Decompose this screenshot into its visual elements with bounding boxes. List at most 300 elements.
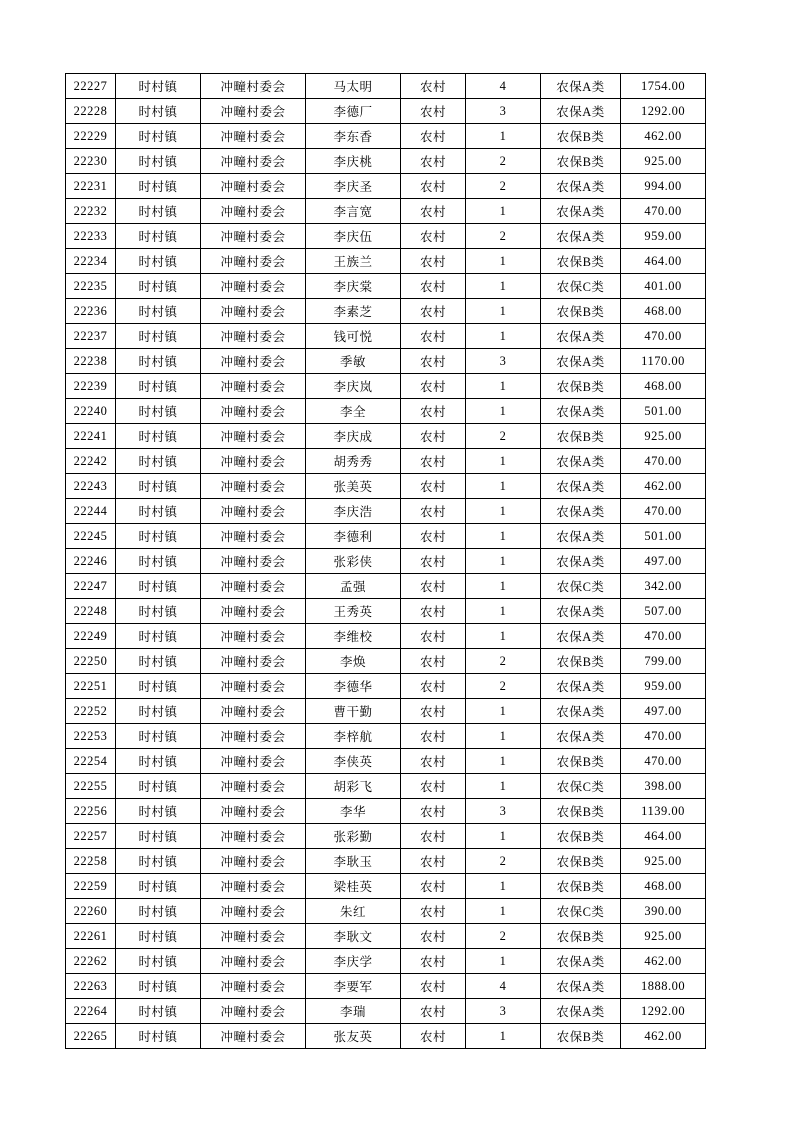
cell-category: 农保A类 <box>541 674 621 699</box>
cell-count: 1 <box>466 774 541 799</box>
cell-type: 农村 <box>401 599 466 624</box>
cell-category: 农保B类 <box>541 249 621 274</box>
cell-amount: 925.00 <box>621 149 706 174</box>
cell-village: 冲疃村委会 <box>201 649 306 674</box>
cell-amount: 470.00 <box>621 624 706 649</box>
cell-index: 22230 <box>66 149 116 174</box>
cell-index: 22228 <box>66 99 116 124</box>
cell-village: 冲疃村委会 <box>201 749 306 774</box>
cell-town: 时村镇 <box>116 249 201 274</box>
cell-town: 时村镇 <box>116 974 201 999</box>
cell-village: 冲疃村委会 <box>201 474 306 499</box>
cell-type: 农村 <box>401 699 466 724</box>
cell-count: 2 <box>466 849 541 874</box>
cell-type: 农村 <box>401 1024 466 1049</box>
cell-village: 冲疃村委会 <box>201 149 306 174</box>
cell-amount: 994.00 <box>621 174 706 199</box>
cell-type: 农村 <box>401 949 466 974</box>
table-row <box>66 899 706 924</box>
cell-amount: 1292.00 <box>621 99 706 124</box>
cell-index: 22231 <box>66 174 116 199</box>
table-row <box>66 274 706 299</box>
cell-amount: 1292.00 <box>621 999 706 1024</box>
cell-count: 1 <box>466 324 541 349</box>
cell-village: 冲疃村委会 <box>201 199 306 224</box>
table-row <box>66 549 706 574</box>
cell-amount: 799.00 <box>621 649 706 674</box>
cell-category: 农保A类 <box>541 624 621 649</box>
cell-count: 2 <box>466 649 541 674</box>
cell-type: 农村 <box>401 899 466 924</box>
cell-village: 冲疃村委会 <box>201 174 306 199</box>
cell-village: 冲疃村委会 <box>201 924 306 949</box>
cell-index: 22232 <box>66 199 116 224</box>
cell-count: 1 <box>466 549 541 574</box>
cell-town: 时村镇 <box>116 274 201 299</box>
cell-village: 冲疃村委会 <box>201 574 306 599</box>
cell-count: 2 <box>466 924 541 949</box>
table-row <box>66 799 706 824</box>
cell-count: 2 <box>466 674 541 699</box>
cell-amount: 462.00 <box>621 124 706 149</box>
cell-type: 农村 <box>401 874 466 899</box>
cell-village: 冲疃村委会 <box>201 724 306 749</box>
cell-type: 农村 <box>401 624 466 649</box>
cell-village: 冲疃村委会 <box>201 449 306 474</box>
cell-village: 冲疃村委会 <box>201 874 306 899</box>
table-row <box>66 724 706 749</box>
cell-town: 时村镇 <box>116 724 201 749</box>
cell-name: 李庆浩 <box>306 499 401 524</box>
cell-category: 农保C类 <box>541 274 621 299</box>
cell-count: 1 <box>466 274 541 299</box>
cell-type: 农村 <box>401 149 466 174</box>
cell-village: 冲疃村委会 <box>201 549 306 574</box>
cell-index: 22253 <box>66 724 116 749</box>
cell-index: 22261 <box>66 924 116 949</box>
cell-town: 时村镇 <box>116 424 201 449</box>
cell-category: 农保B类 <box>541 149 621 174</box>
cell-village: 冲疃村委会 <box>201 974 306 999</box>
cell-village: 冲疃村委会 <box>201 949 306 974</box>
cell-type: 农村 <box>401 749 466 774</box>
cell-index: 22229 <box>66 124 116 149</box>
cell-name: 李全 <box>306 399 401 424</box>
cell-category: 农保B类 <box>541 799 621 824</box>
cell-type: 农村 <box>401 374 466 399</box>
cell-type: 农村 <box>401 74 466 99</box>
cell-count: 1 <box>466 899 541 924</box>
cell-index: 22227 <box>66 74 116 99</box>
cell-name: 马太明 <box>306 74 401 99</box>
cell-type: 农村 <box>401 99 466 124</box>
cell-amount: 501.00 <box>621 524 706 549</box>
cell-amount: 497.00 <box>621 699 706 724</box>
cell-town: 时村镇 <box>116 349 201 374</box>
cell-village: 冲疃村委会 <box>201 624 306 649</box>
cell-amount: 468.00 <box>621 299 706 324</box>
cell-amount: 468.00 <box>621 374 706 399</box>
cell-type: 农村 <box>401 274 466 299</box>
table-row <box>66 574 706 599</box>
cell-count: 1 <box>466 299 541 324</box>
cell-town: 时村镇 <box>116 299 201 324</box>
cell-index: 22254 <box>66 749 116 774</box>
table-row <box>66 399 706 424</box>
cell-village: 冲疃村委会 <box>201 424 306 449</box>
cell-name: 张彩勤 <box>306 824 401 849</box>
cell-amount: 925.00 <box>621 424 706 449</box>
cell-index: 22241 <box>66 424 116 449</box>
cell-index: 22238 <box>66 349 116 374</box>
cell-name: 李瑞 <box>306 999 401 1024</box>
cell-amount: 401.00 <box>621 274 706 299</box>
cell-town: 时村镇 <box>116 874 201 899</box>
table-row <box>66 349 706 374</box>
cell-type: 农村 <box>401 449 466 474</box>
cell-amount: 464.00 <box>621 824 706 849</box>
cell-village: 冲疃村委会 <box>201 374 306 399</box>
cell-name: 李素芝 <box>306 299 401 324</box>
cell-type: 农村 <box>401 574 466 599</box>
cell-count: 1 <box>466 749 541 774</box>
cell-count: 3 <box>466 349 541 374</box>
cell-amount: 462.00 <box>621 474 706 499</box>
cell-index: 22257 <box>66 824 116 849</box>
cell-category: 农保A类 <box>541 499 621 524</box>
cell-count: 2 <box>466 174 541 199</box>
cell-town: 时村镇 <box>116 399 201 424</box>
cell-category: 农保C类 <box>541 574 621 599</box>
cell-name: 李庆伍 <box>306 224 401 249</box>
table-row <box>66 974 706 999</box>
table-row <box>66 649 706 674</box>
cell-name: 张友英 <box>306 1024 401 1049</box>
table-row <box>66 99 706 124</box>
cell-index: 22252 <box>66 699 116 724</box>
cell-town: 时村镇 <box>116 224 201 249</box>
cell-index: 22249 <box>66 624 116 649</box>
cell-name: 钱可悦 <box>306 324 401 349</box>
cell-type: 农村 <box>401 299 466 324</box>
cell-name: 胡秀秀 <box>306 449 401 474</box>
cell-type: 农村 <box>401 999 466 1024</box>
table-row <box>66 199 706 224</box>
table-row <box>66 674 706 699</box>
table-row <box>66 624 706 649</box>
cell-index: 22236 <box>66 299 116 324</box>
cell-amount: 925.00 <box>621 924 706 949</box>
cell-type: 农村 <box>401 249 466 274</box>
cell-village: 冲疃村委会 <box>201 124 306 149</box>
cell-town: 时村镇 <box>116 374 201 399</box>
cell-village: 冲疃村委会 <box>201 774 306 799</box>
cell-amount: 464.00 <box>621 249 706 274</box>
cell-amount: 959.00 <box>621 224 706 249</box>
cell-amount: 468.00 <box>621 874 706 899</box>
cell-category: 农保B类 <box>541 874 621 899</box>
cell-index: 22255 <box>66 774 116 799</box>
cell-town: 时村镇 <box>116 924 201 949</box>
cell-count: 1 <box>466 699 541 724</box>
cell-category: 农保A类 <box>541 599 621 624</box>
table-row <box>66 174 706 199</box>
cell-type: 农村 <box>401 324 466 349</box>
cell-name: 李耿文 <box>306 924 401 949</box>
cell-amount: 501.00 <box>621 399 706 424</box>
cell-category: 农保B类 <box>541 424 621 449</box>
cell-index: 22234 <box>66 249 116 274</box>
cell-town: 时村镇 <box>116 749 201 774</box>
cell-index: 22248 <box>66 599 116 624</box>
table-sheet <box>65 73 706 1049</box>
cell-type: 农村 <box>401 674 466 699</box>
cell-amount: 507.00 <box>621 599 706 624</box>
cell-index: 22244 <box>66 499 116 524</box>
cell-name: 李德利 <box>306 524 401 549</box>
table-row <box>66 749 706 774</box>
table-row <box>66 474 706 499</box>
cell-town: 时村镇 <box>116 599 201 624</box>
cell-count: 3 <box>466 99 541 124</box>
cell-name: 李东香 <box>306 124 401 149</box>
cell-village: 冲疃村委会 <box>201 249 306 274</box>
cell-name: 李耿玉 <box>306 849 401 874</box>
cell-count: 1 <box>466 824 541 849</box>
cell-town: 时村镇 <box>116 949 201 974</box>
cell-town: 时村镇 <box>116 899 201 924</box>
cell-village: 冲疃村委会 <box>201 674 306 699</box>
cell-index: 22242 <box>66 449 116 474</box>
cell-amount: 470.00 <box>621 499 706 524</box>
table-row <box>66 699 706 724</box>
cell-count: 1 <box>466 524 541 549</box>
table-row <box>66 524 706 549</box>
table-row <box>66 949 706 974</box>
cell-category: 农保A类 <box>541 99 621 124</box>
cell-amount: 1888.00 <box>621 974 706 999</box>
table-row <box>66 874 706 899</box>
cell-index: 22235 <box>66 274 116 299</box>
cell-index: 22239 <box>66 374 116 399</box>
cell-index: 22263 <box>66 974 116 999</box>
cell-category: 农保A类 <box>541 224 621 249</box>
cell-category: 农保B类 <box>541 749 621 774</box>
cell-count: 1 <box>466 449 541 474</box>
cell-type: 农村 <box>401 349 466 374</box>
cell-type: 农村 <box>401 224 466 249</box>
cell-count: 1 <box>466 399 541 424</box>
table-row <box>66 149 706 174</box>
cell-index: 22250 <box>66 649 116 674</box>
cell-name: 季敏 <box>306 349 401 374</box>
cell-index: 22247 <box>66 574 116 599</box>
cell-amount: 1754.00 <box>621 74 706 99</box>
cell-count: 1 <box>466 499 541 524</box>
cell-count: 2 <box>466 224 541 249</box>
cell-type: 农村 <box>401 549 466 574</box>
cell-category: 农保A类 <box>541 399 621 424</box>
table-row <box>66 424 706 449</box>
cell-name: 王秀英 <box>306 599 401 624</box>
cell-category: 农保A类 <box>541 949 621 974</box>
cell-name: 李庆桃 <box>306 149 401 174</box>
cell-amount: 470.00 <box>621 199 706 224</box>
cell-category: 农保A类 <box>541 449 621 474</box>
cell-index: 22262 <box>66 949 116 974</box>
cell-category: 农保A类 <box>541 524 621 549</box>
cell-town: 时村镇 <box>116 124 201 149</box>
cell-category: 农保A类 <box>541 74 621 99</box>
cell-amount: 342.00 <box>621 574 706 599</box>
table-row <box>66 849 706 874</box>
cell-index: 22243 <box>66 474 116 499</box>
cell-count: 1 <box>466 124 541 149</box>
cell-type: 农村 <box>401 424 466 449</box>
cell-type: 农村 <box>401 474 466 499</box>
cell-type: 农村 <box>401 924 466 949</box>
cell-town: 时村镇 <box>116 624 201 649</box>
cell-type: 农村 <box>401 774 466 799</box>
cell-name: 李侠英 <box>306 749 401 774</box>
cell-amount: 497.00 <box>621 549 706 574</box>
cell-index: 22265 <box>66 1024 116 1049</box>
cell-category: 农保A类 <box>541 324 621 349</box>
cell-index: 22233 <box>66 224 116 249</box>
cell-type: 农村 <box>401 399 466 424</box>
cell-town: 时村镇 <box>116 474 201 499</box>
cell-type: 农村 <box>401 174 466 199</box>
table-row <box>66 999 706 1024</box>
cell-category: 农保C类 <box>541 774 621 799</box>
cell-village: 冲疃村委会 <box>201 349 306 374</box>
cell-category: 农保A类 <box>541 199 621 224</box>
table-row <box>66 74 706 99</box>
table-row <box>66 499 706 524</box>
cell-town: 时村镇 <box>116 674 201 699</box>
cell-category: 农保A类 <box>541 974 621 999</box>
cell-name: 李华 <box>306 799 401 824</box>
cell-name: 王族兰 <box>306 249 401 274</box>
cell-amount: 1170.00 <box>621 349 706 374</box>
cell-village: 冲疃村委会 <box>201 74 306 99</box>
cell-type: 农村 <box>401 974 466 999</box>
cell-town: 时村镇 <box>116 199 201 224</box>
cell-town: 时村镇 <box>116 549 201 574</box>
cell-town: 时村镇 <box>116 499 201 524</box>
cell-town: 时村镇 <box>116 1024 201 1049</box>
cell-count: 4 <box>466 974 541 999</box>
cell-name: 张彩侠 <box>306 549 401 574</box>
table-row <box>66 449 706 474</box>
cell-amount: 959.00 <box>621 674 706 699</box>
cell-town: 时村镇 <box>116 524 201 549</box>
cell-name: 曹干勤 <box>306 699 401 724</box>
cell-village: 冲疃村委会 <box>201 999 306 1024</box>
cell-village: 冲疃村委会 <box>201 99 306 124</box>
cell-town: 时村镇 <box>116 999 201 1024</box>
cell-category: 农保B类 <box>541 649 621 674</box>
cell-type: 农村 <box>401 799 466 824</box>
cell-index: 22246 <box>66 549 116 574</box>
cell-amount: 470.00 <box>621 324 706 349</box>
cell-category: 农保B类 <box>541 924 621 949</box>
table-row <box>66 249 706 274</box>
cell-amount: 398.00 <box>621 774 706 799</box>
cell-town: 时村镇 <box>116 699 201 724</box>
cell-village: 冲疃村委会 <box>201 824 306 849</box>
cell-town: 时村镇 <box>116 799 201 824</box>
cell-village: 冲疃村委会 <box>201 499 306 524</box>
cell-village: 冲疃村委会 <box>201 274 306 299</box>
cell-village: 冲疃村委会 <box>201 399 306 424</box>
cell-index: 22251 <box>66 674 116 699</box>
cell-name: 李德华 <box>306 674 401 699</box>
cell-name: 李庆岚 <box>306 374 401 399</box>
cell-amount: 470.00 <box>621 749 706 774</box>
cell-count: 2 <box>466 424 541 449</box>
cell-category: 农保A类 <box>541 174 621 199</box>
table-row <box>66 124 706 149</box>
cell-count: 1 <box>466 874 541 899</box>
cell-type: 农村 <box>401 849 466 874</box>
cell-name: 孟强 <box>306 574 401 599</box>
table-row <box>66 324 706 349</box>
cell-category: 农保B类 <box>541 374 621 399</box>
cell-village: 冲疃村委会 <box>201 324 306 349</box>
cell-town: 时村镇 <box>116 174 201 199</box>
cell-index: 22264 <box>66 999 116 1024</box>
cell-name: 李要军 <box>306 974 401 999</box>
payment-table <box>65 73 706 1049</box>
cell-count: 4 <box>466 74 541 99</box>
cell-category: 农保C类 <box>541 899 621 924</box>
cell-town: 时村镇 <box>116 849 201 874</box>
table-row <box>66 374 706 399</box>
table-row <box>66 924 706 949</box>
cell-category: 农保B类 <box>541 1024 621 1049</box>
table-row <box>66 774 706 799</box>
cell-town: 时村镇 <box>116 824 201 849</box>
cell-village: 冲疃村委会 <box>201 224 306 249</box>
cell-count: 3 <box>466 999 541 1024</box>
cell-index: 22260 <box>66 899 116 924</box>
cell-name: 李庆圣 <box>306 174 401 199</box>
cell-town: 时村镇 <box>116 149 201 174</box>
cell-village: 冲疃村委会 <box>201 799 306 824</box>
cell-category: 农保B类 <box>541 849 621 874</box>
cell-category: 农保B类 <box>541 824 621 849</box>
cell-name: 李言宽 <box>306 199 401 224</box>
cell-town: 时村镇 <box>116 99 201 124</box>
cell-amount: 1139.00 <box>621 799 706 824</box>
cell-category: 农保A类 <box>541 999 621 1024</box>
cell-index: 22258 <box>66 849 116 874</box>
cell-town: 时村镇 <box>116 449 201 474</box>
cell-amount: 470.00 <box>621 724 706 749</box>
cell-count: 1 <box>466 599 541 624</box>
cell-type: 农村 <box>401 499 466 524</box>
cell-index: 22237 <box>66 324 116 349</box>
cell-name: 李焕 <box>306 649 401 674</box>
cell-count: 1 <box>466 249 541 274</box>
cell-index: 22256 <box>66 799 116 824</box>
cell-town: 时村镇 <box>116 574 201 599</box>
cell-count: 1 <box>466 574 541 599</box>
table-row <box>66 224 706 249</box>
cell-count: 3 <box>466 799 541 824</box>
cell-name: 李庆棠 <box>306 274 401 299</box>
